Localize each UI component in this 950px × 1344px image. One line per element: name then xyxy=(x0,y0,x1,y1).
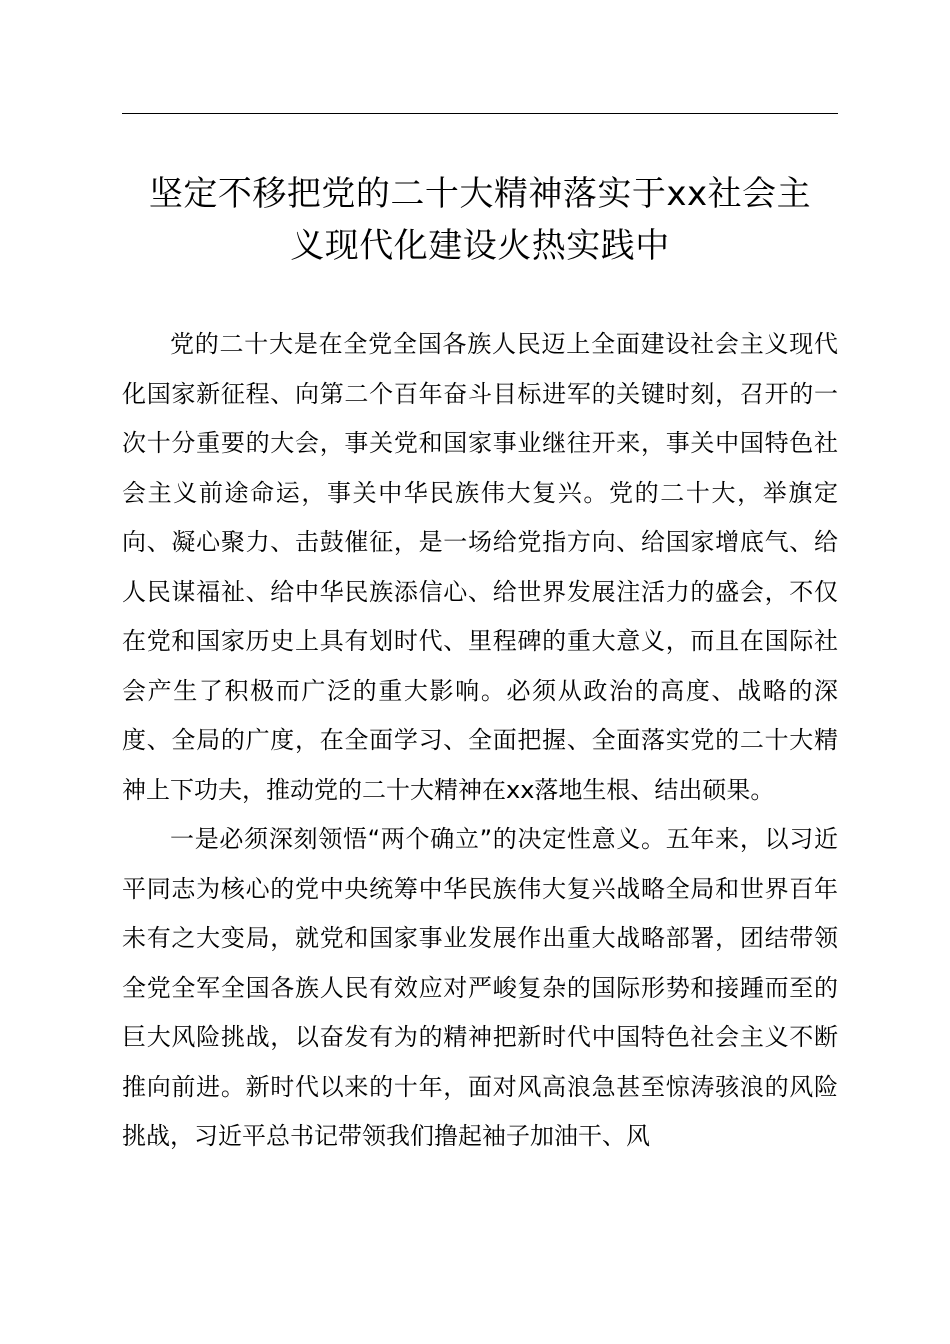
paragraph-point-one: 一是必须深刻领悟“两个确立”的决定性意义。五年来，以习近平同志为核心的党中央统筹中华民族伟大复兴战略全局和世界百年未有之大变局，就党和国家事业发展作出重大战略部署，团结带领全党全军全国各族人民有效应对严峻复杂的国际形势和接踵而至的巨大风险挑战，以奋发有为的精神把新时代中国特色社会主义不断推向前进。新时代以来的十年，面对风高浪急甚至惊涛骇浪的风险挑战，习近平总书记带领我们撸起袖子加油干、风 xyxy=(122,825,838,1150)
header-rule xyxy=(122,113,838,114)
title-line-1: 坚定不移把党的二十大精神落实于xx社会主 xyxy=(148,174,812,214)
paragraph-intro: 党的二十大是在全党全国各族人民迈上全面建设社会主义现代化国家新征程、向第二个百年奋斗目标进军的关键时刻，召开的一次十分重要的大会，事关党和国家事业继往开来，事关中国特色社会主义前途命运，事关中华民族伟大复兴。党的二十大，举旗定向、凝心聚力、击鼓催征，是一场给党指方向、给国家增底气、给人民谋福祉、给中华民族添信心、给世界发展注活力的盛会，不仅在党和国家历史上具有划时代、里程碑的重大意义，而且在国际社会产生了积极而广泛的重大影响。必须从政治的高度、战略的深度、全局的广度，在全面学习、全面把握、全面落实党的二十大精神上下功夫，推动党的二十大精神在xx落地生根、结出硕果。 xyxy=(122,330,838,804)
title-line-2: 义现代化建设火热实践中 xyxy=(290,226,670,266)
document-title xyxy=(110,168,850,272)
document-body xyxy=(122,320,838,1162)
